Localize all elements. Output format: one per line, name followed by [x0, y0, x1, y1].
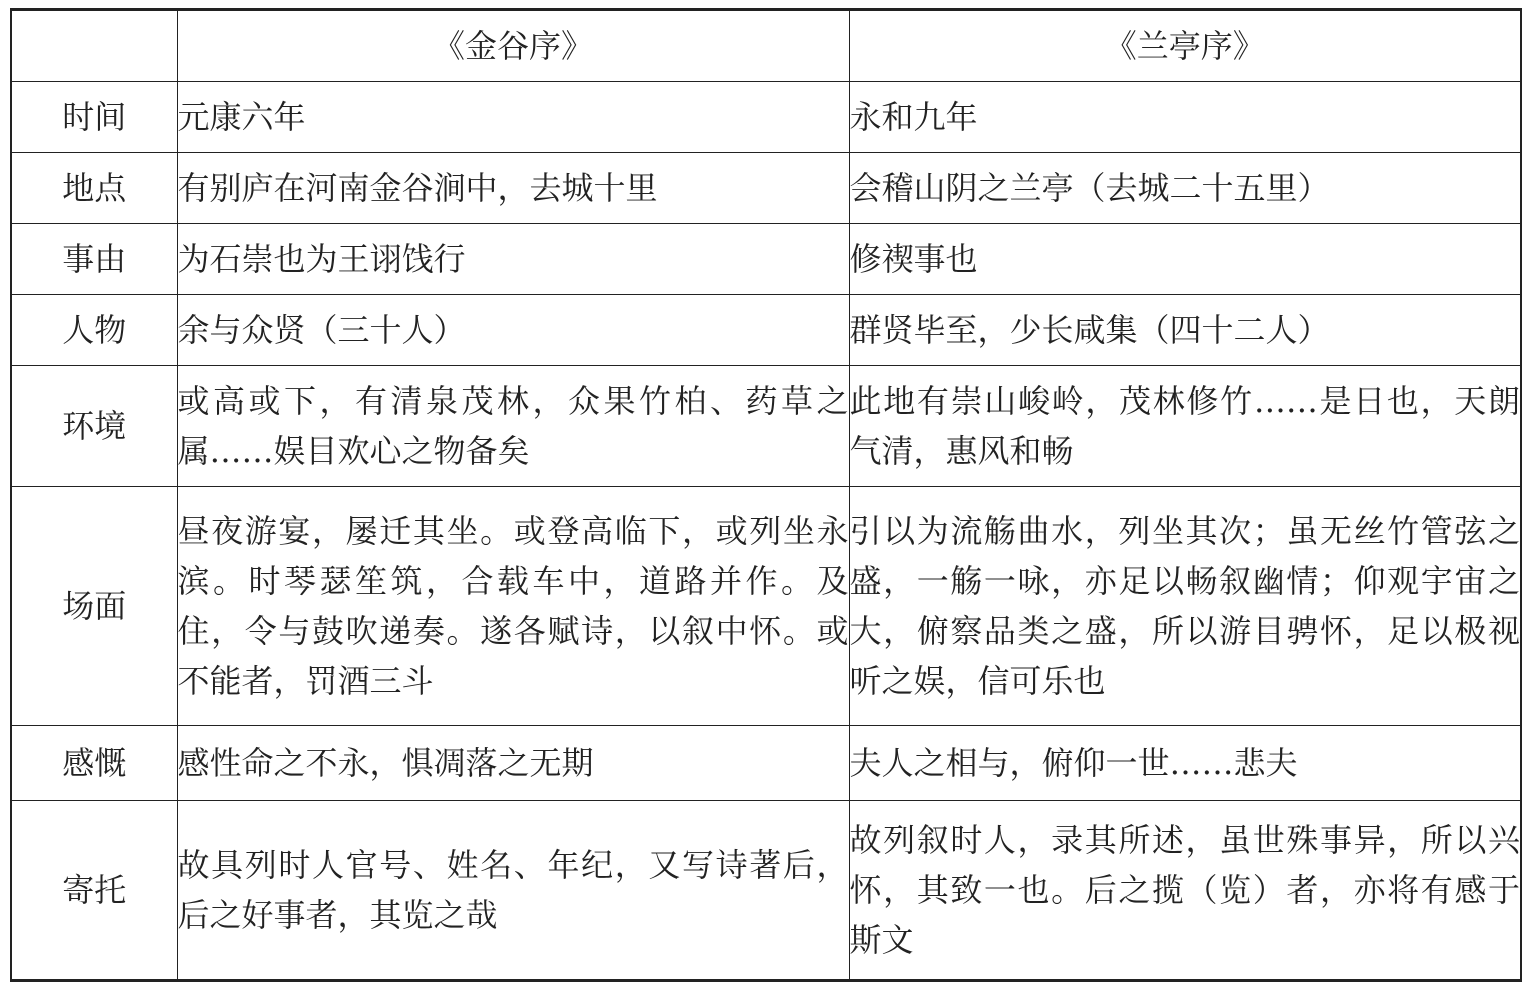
row-label-time: 时间 — [11, 82, 177, 153]
table-row — [11, 153, 1521, 224]
cell-lanting-place: 会稽山阴之兰亭（去城二十五里） — [849, 153, 1521, 224]
table-row — [11, 487, 1521, 726]
row-label-reason: 事由 — [11, 224, 177, 295]
table-row — [11, 366, 1521, 487]
cell-lanting-feeling: 夫人之相与，俯仰一世……悲夫 — [849, 726, 1521, 801]
table-row — [11, 726, 1521, 801]
table-row — [11, 224, 1521, 295]
cell-jingu-reason: 为石崇也为王诩饯行 — [177, 224, 849, 295]
table-row — [11, 82, 1521, 153]
row-label-feeling: 感慨 — [11, 726, 177, 801]
header-jingu: 《金谷序》 — [177, 10, 849, 82]
cell-jingu-entrust: 故具列时人官号、姓名、年纪，又写诗著后，后之好事者，其览之哉 — [177, 801, 849, 981]
header-corner-cell — [11, 10, 177, 82]
comparison-table — [10, 8, 1522, 982]
table-row — [11, 295, 1521, 366]
cell-jingu-time: 元康六年 — [177, 82, 849, 153]
row-label-entrust: 寄托 — [11, 801, 177, 981]
row-label-place: 地点 — [11, 153, 177, 224]
cell-jingu-place: 有别庐在河南金谷涧中，去城十里 — [177, 153, 849, 224]
header-lanting: 《兰亭序》 — [849, 10, 1521, 82]
cell-jingu-scene: 昼夜游宴，屡迁其坐。或登高临下，或列坐永滨。时琴瑟笙筑，合载车中，道路并作。及住，令与鼓吹递奏。遂各赋诗，以叙中怀。或不能者，罚酒三斗 — [177, 487, 849, 726]
cell-jingu-people: 余与众贤（三十人） — [177, 295, 849, 366]
cell-lanting-reason: 修禊事也 — [849, 224, 1521, 295]
table-header-row — [11, 10, 1521, 82]
cell-lanting-entrust: 故列叙时人，录其所述，虽世殊事异，所以兴怀，其致一也。后之揽（览）者，亦将有感于斯文 — [849, 801, 1521, 981]
cell-lanting-scene: 引以为流觞曲水，列坐其次；虽无丝竹管弦之盛，一觞一咏，亦足以畅叙幽情；仰观宇宙之大，俯察品类之盛，所以游目骋怀，足以极视听之娱，信可乐也 — [849, 487, 1521, 726]
cell-jingu-environment: 或高或下，有清泉茂林，众果竹柏、药草之属……娱目欢心之物备矣 — [177, 366, 849, 487]
cell-lanting-environment: 此地有崇山峻岭，茂林修竹……是日也，天朗气清，惠风和畅 — [849, 366, 1521, 487]
row-label-people: 人物 — [11, 295, 177, 366]
table-row — [11, 801, 1521, 981]
row-label-environment: 环境 — [11, 366, 177, 487]
cell-jingu-feeling: 感性命之不永，惧凋落之无期 — [177, 726, 849, 801]
cell-lanting-people: 群贤毕至，少长咸集（四十二人） — [849, 295, 1521, 366]
row-label-scene: 场面 — [11, 487, 177, 726]
cell-lanting-time: 永和九年 — [849, 82, 1521, 153]
